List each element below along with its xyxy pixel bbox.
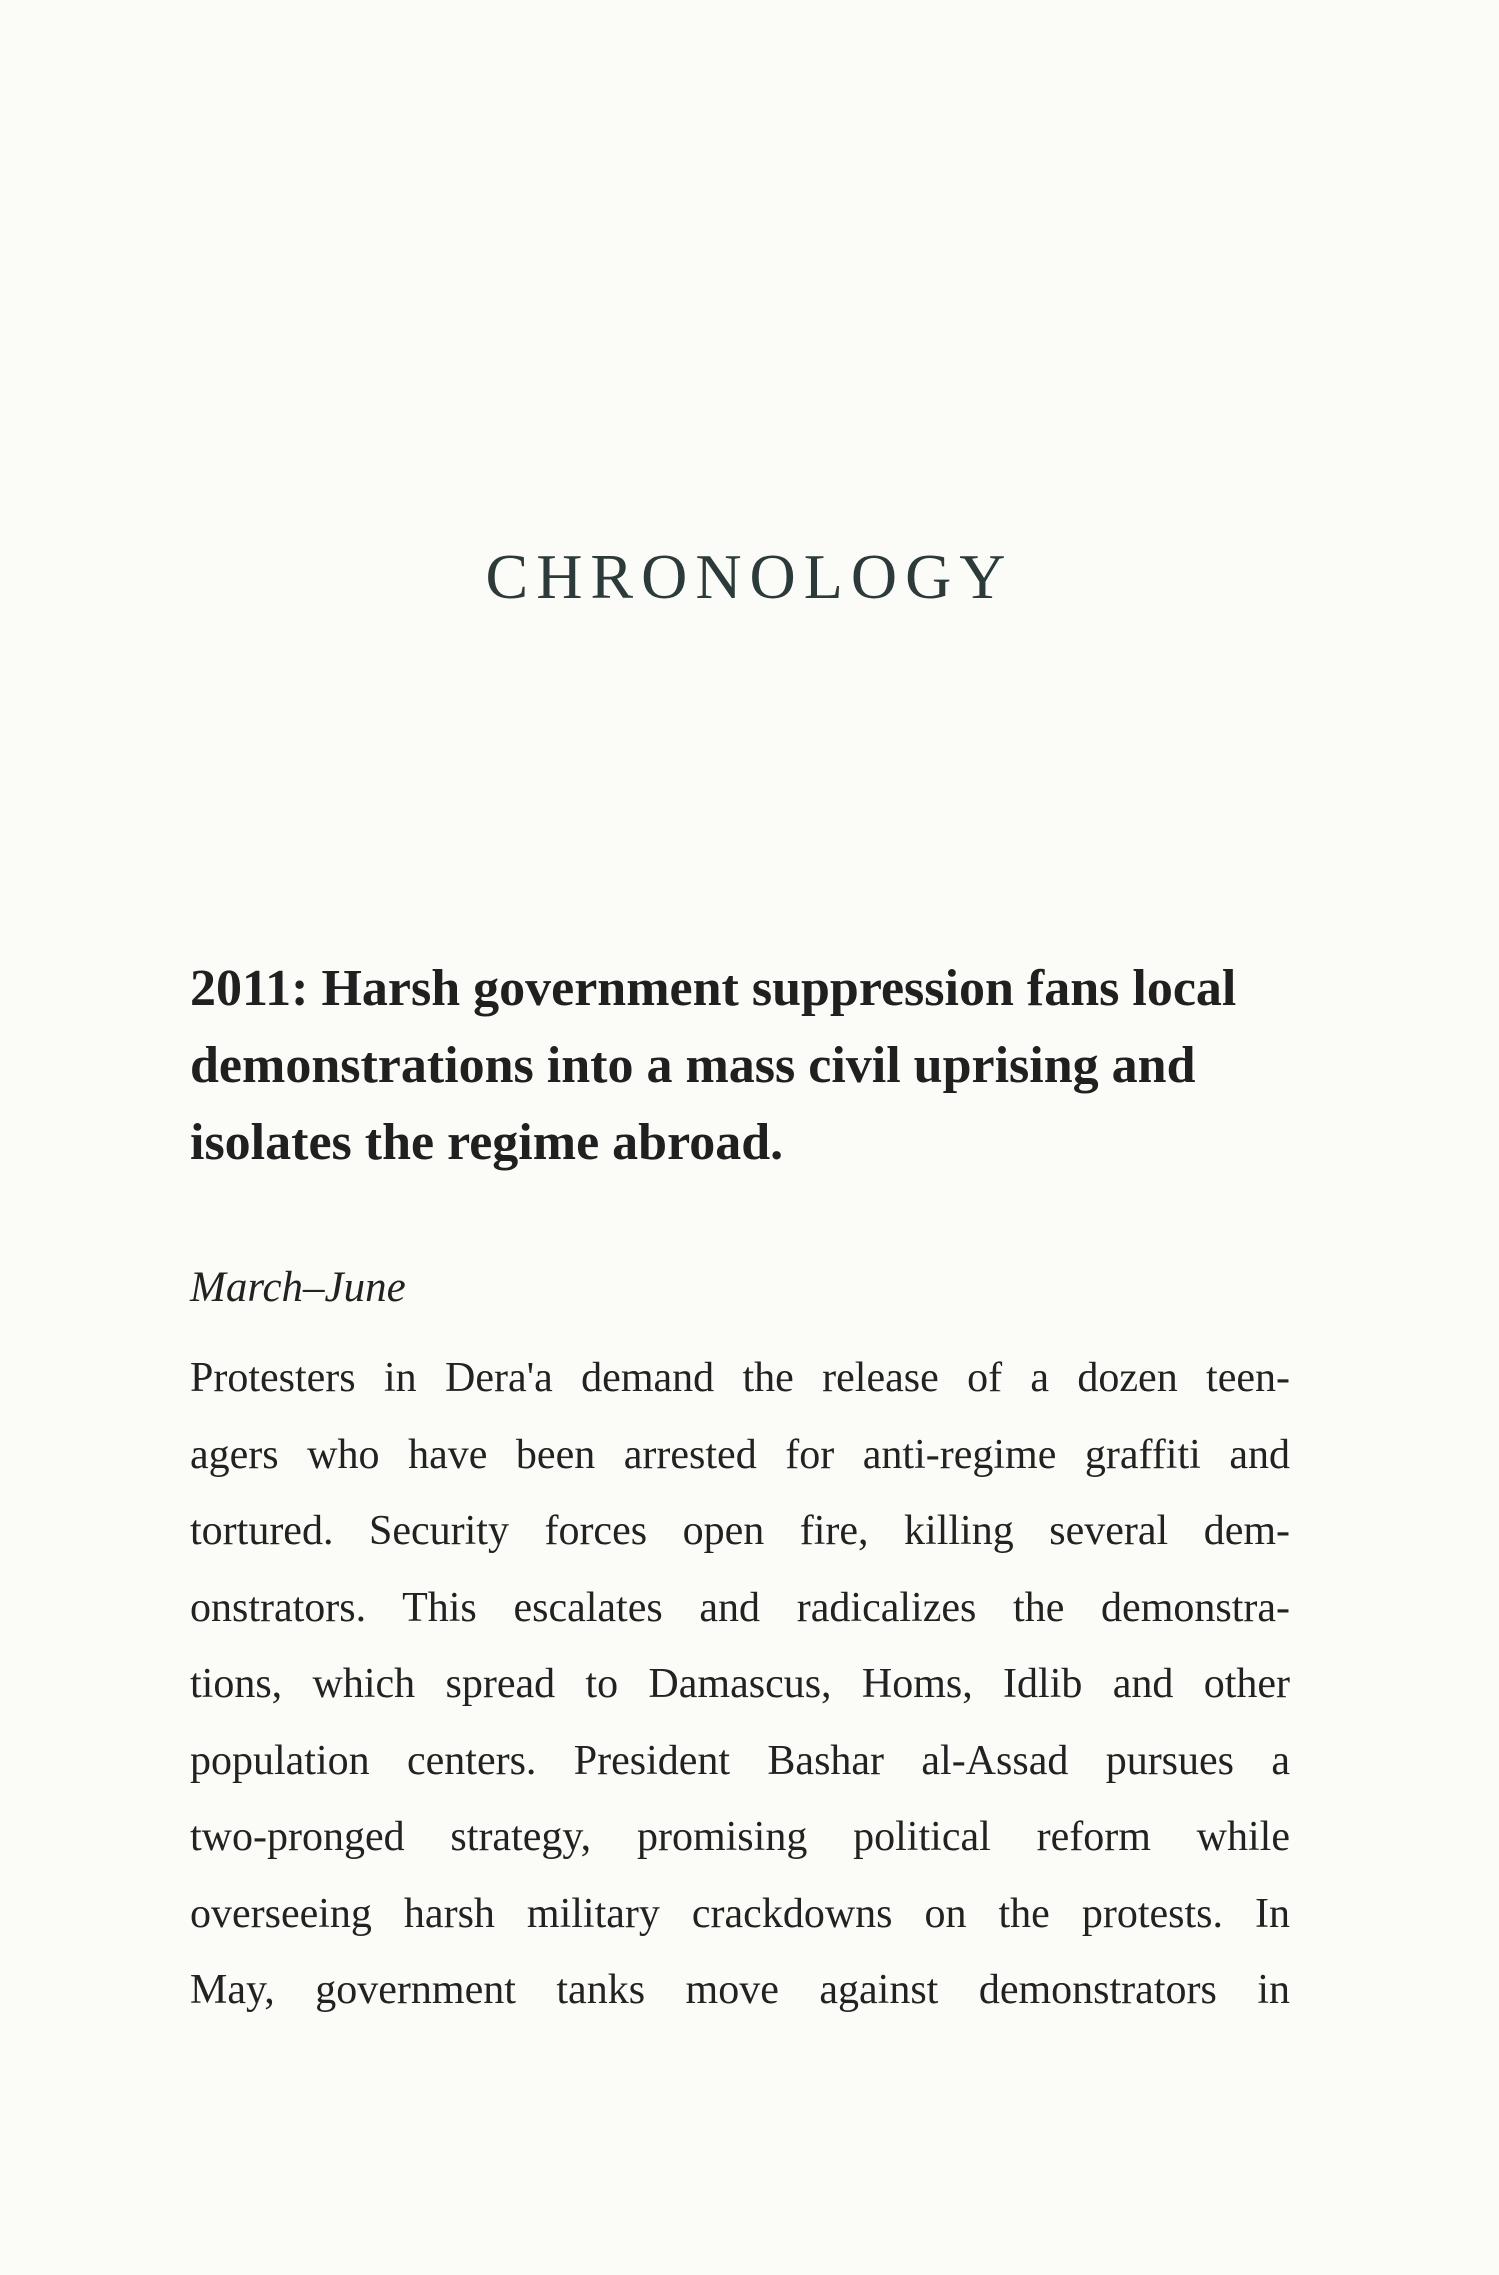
body-line: tions, which spread to Damascus, Homs, Idlib and other — [190, 1661, 1290, 1707]
chapter-title: CHRONOLOGY — [485, 541, 1014, 612]
entry-body-text — [190, 1340, 1290, 2029]
section-heading — [190, 950, 1310, 1181]
body-line: two-pronged strategy, promising political reform while — [190, 1814, 1290, 1860]
body-line: population centers. President Bashar al-Assad pursues a — [190, 1737, 1290, 1784]
body-line: agers who have been arrested for anti-regime graffiti and — [190, 1431, 1290, 1478]
body-line: overseeing harsh military crackdowns on the protests. In — [190, 1890, 1290, 1937]
section-heading-line: isolates the regime abroad. — [190, 1114, 784, 1171]
section-heading-line: demonstrations into a mass civil uprising and — [190, 1037, 1196, 1094]
body-line: Protesters in Dera'a demand the release of a dozen teen- — [190, 1355, 1290, 1401]
body-line: May, government tanks move against demonstrators in — [190, 1967, 1290, 2013]
body-line: tortured. Security forces open fire, killing several dem- — [190, 1508, 1290, 1554]
section-heading-line: 2011: Harsh government suppression fans local — [190, 960, 1237, 1017]
body-line: onstrators. This escalates and radicalizes the demonstra- — [190, 1584, 1290, 1631]
entry-period-label: March–June — [190, 1264, 406, 1311]
